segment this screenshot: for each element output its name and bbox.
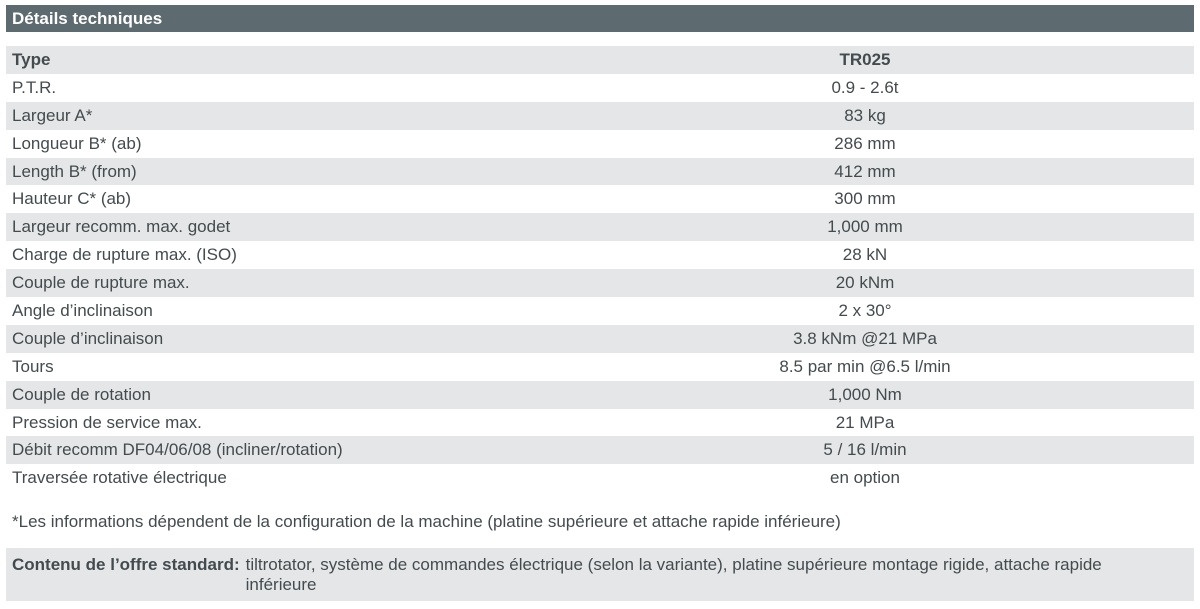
row-value: 286 mm — [834, 133, 896, 153]
row-value: 300 mm — [834, 189, 896, 209]
table-row — [6, 241, 1194, 269]
section-title: Détails techniques — [6, 5, 1194, 32]
row-label: Largeur A* — [12, 105, 93, 125]
spec-table — [6, 46, 1194, 492]
table-row — [6, 130, 1194, 158]
row-value: 412 mm — [834, 161, 896, 181]
offer-text: tiltrotator, système de commandes électrique (selon la variante), platine supérieure montage rigide, attache rapide inférieure — [245, 555, 1102, 594]
row-value: 0.9 - 2.6t — [831, 77, 899, 97]
row-value: 3.8 kNm @21 MPa — [793, 328, 937, 348]
table-row — [6, 158, 1194, 186]
row-value: 83 kg — [844, 105, 886, 125]
row-value: 5 / 16 l/min — [823, 440, 907, 460]
row-value: en option — [830, 468, 900, 488]
table-row — [6, 353, 1194, 381]
header-value: TR025 — [839, 49, 891, 69]
table-row — [6, 74, 1194, 102]
row-label: Débit recomm DF04/06/08 (incliner/rotation) — [12, 440, 343, 460]
table-row — [6, 269, 1194, 297]
table-row — [6, 381, 1194, 409]
table-row — [6, 185, 1194, 213]
table-row — [6, 102, 1194, 130]
table-row — [6, 436, 1194, 464]
row-label: Couple d’inclinaison — [12, 328, 164, 348]
table-row — [6, 325, 1194, 353]
standard-offer-box — [6, 548, 1194, 601]
row-value: 2 x 30° — [838, 300, 892, 320]
table-row — [6, 213, 1194, 241]
row-value: 28 kN — [842, 245, 888, 265]
row-label: Charge de rupture max. (ISO) — [12, 245, 237, 265]
footnote: *Les informations dépendent de la configuration de la machine (platine supérieure et attache rapide inférieure) — [12, 512, 841, 531]
row-label: Traversée rotative électrique — [12, 468, 227, 488]
row-value: 20 kNm — [835, 273, 895, 293]
row-value: 1,000 Nm — [828, 384, 902, 404]
row-value: 8.5 par min @6.5 l/min — [779, 356, 951, 376]
row-label: Largeur recomm. max. godet — [12, 217, 231, 237]
row-label: Couple de rupture max. — [12, 273, 190, 293]
table-row — [6, 464, 1194, 492]
row-label: Pression de service max. — [12, 412, 202, 432]
header-label: Type — [12, 49, 51, 69]
table-row — [6, 297, 1194, 325]
row-label: Length B* (from) — [12, 161, 137, 181]
row-value: 1,000 mm — [827, 217, 903, 237]
row-label: Couple de rotation — [12, 384, 151, 404]
row-label: Tours — [12, 356, 54, 376]
row-value: 21 MPa — [835, 412, 895, 432]
row-label: Longueur B* (ab) — [12, 133, 142, 153]
table-header-row — [6, 46, 1194, 74]
table-row — [6, 409, 1194, 437]
row-label: Hauteur C* (ab) — [12, 189, 132, 209]
row-label: P.T.R. — [12, 77, 57, 97]
row-label: Angle d’inclinaison — [12, 300, 153, 320]
offer-label: Contenu de l’offre standard: — [12, 555, 240, 574]
